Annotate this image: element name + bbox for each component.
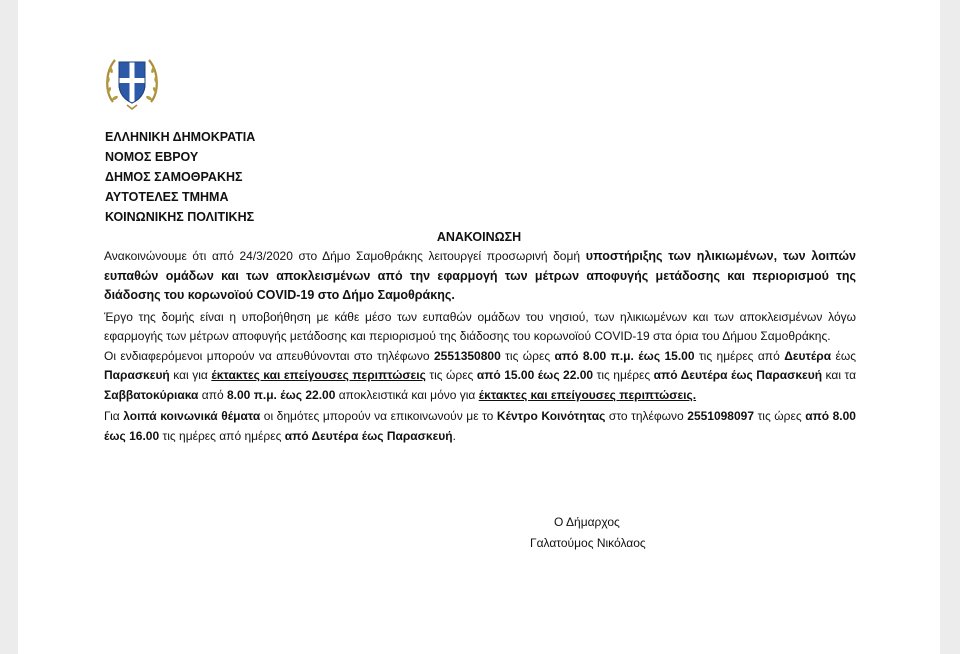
announcement-body (104, 247, 856, 446)
days-weekday-range: από Δευτέρα έως Παρασκευή (653, 368, 823, 382)
hours-weekday-day: από 8.00 π.μ. έως 15.00 (554, 348, 695, 363)
contact-text: τις ώρες (425, 368, 477, 382)
paragraph-intro (104, 247, 856, 306)
community-center-label: Κέντρο Κοινότητας (496, 409, 606, 423)
signatory-name: Γαλατούμος Νικόλαος (530, 536, 646, 550)
contact-text: Οι ενδιαφερόμενοι μπορούν να απευθύνονται στο τηλέφωνο (104, 348, 434, 363)
issuer-line-municipality: ΔΗΜΟΣ ΣΑΜΟΘΡΑΚΗΣ (105, 170, 243, 184)
weekend-label: Σαββατοκύριακα (104, 387, 199, 402)
contact-text: και τα (822, 368, 857, 382)
issuer-line-division: ΚΟΙΝΩΝΙΚΗΣ ΠΟΛΙΤΙΚΗΣ (105, 210, 255, 224)
announcement-title: ΑΝΑΚΟΙΝΩΣΗ (436, 230, 522, 244)
issuer-line-department: ΑΥΤΟΤΕΛΕΣ ΤΜΗΜΑ (105, 190, 229, 204)
hours-weekday-evening: από 15.00 έως 22.00 (476, 368, 594, 382)
community-text: τις ώρες (754, 409, 806, 423)
issuer-line-prefecture: ΝΟΜΟΣ ΕΒΡΟΥ (105, 150, 199, 164)
urgent-cases-text: έκτακτες και επείγουσες περιπτώσεις. (478, 387, 697, 402)
day-monday: Δευτέρα (784, 348, 832, 363)
signature-block (530, 512, 646, 554)
day-friday: Παρασκευή (104, 368, 170, 382)
contact-text: τις ημέρες (593, 368, 654, 382)
community-text: οι δημότες μπορούν να επικοινωνούν με το (260, 409, 497, 423)
urgent-cases-text: έκτακτες και επείγουσες περιπτώσεις (211, 368, 426, 382)
contact-text: τις ώρες (500, 348, 555, 363)
issuer-block (105, 127, 255, 227)
document-page (18, 0, 940, 654)
contact-text: αποκλειστικά και μόνο για (335, 387, 479, 402)
contact-text: και για (169, 368, 212, 382)
community-text: στο τηλέφωνο (605, 409, 688, 423)
intro-bold-text: υποστήριξης των ηλικιωμένων, των λοιπών ευπαθών ομάδων και των αποκλεισμένων από την εφαρμογή των μέτρων αποφυγής μετάδοσης και περιορισμού της διάδοσης του κορωνοϊού COVID-19 στο Δήμο Σαμοθράκης. (104, 249, 856, 302)
days-community: από Δευτέρα έως Παρασκευή (284, 428, 453, 443)
signatory-role: Ο Δήμαρχος (554, 515, 620, 529)
issuer-line-country: ΕΛΛΗΝΙΚΗ ΔΗΜΟΚΡΑΤΙΑ (105, 130, 256, 144)
greek-coat-of-arms-icon (103, 50, 161, 112)
community-text: Για (104, 409, 124, 423)
contact-text: τις ημέρες από (694, 348, 785, 363)
contact-text: από (198, 387, 227, 402)
hours-weekend: 8.00 π.μ. έως 22.00 (227, 387, 336, 402)
phone-number-community: 2551098097 (687, 409, 755, 423)
announcement-title-row (18, 228, 940, 246)
phone-number-primary: 2551350800 (434, 348, 501, 363)
hours-community: από 8.00 έως 16.00 (104, 409, 856, 443)
paragraph-community-center (104, 407, 856, 446)
paragraph-contact (104, 347, 856, 406)
social-topics-label: λοιπά κοινωνικά θέματα (123, 409, 261, 423)
intro-text: Ανακοινώνουμε ότι από 24/3/2020 στο Δήμο Σαμοθράκης λειτουργεί προσωρινή δομή (104, 249, 586, 263)
community-text: . (452, 428, 456, 443)
community-text: τις ημέρες από ημέρες (159, 428, 285, 443)
contact-text: έως (831, 348, 857, 363)
paragraph-purpose: Έργο της δομής είναι η υποβοήθηση με κάθε μέσο των ευπαθών ομάδων του νησιού, των ηλικιωμένων και των αποκλεισμένων λόγω εφαρμογής των μέτρων αποφυγής μετάδοσης και περιορισμού της διάδοσης του κορωνοϊού COVID-19 στα όρια του Δήμου Σαμοθράκης. (104, 309, 856, 343)
